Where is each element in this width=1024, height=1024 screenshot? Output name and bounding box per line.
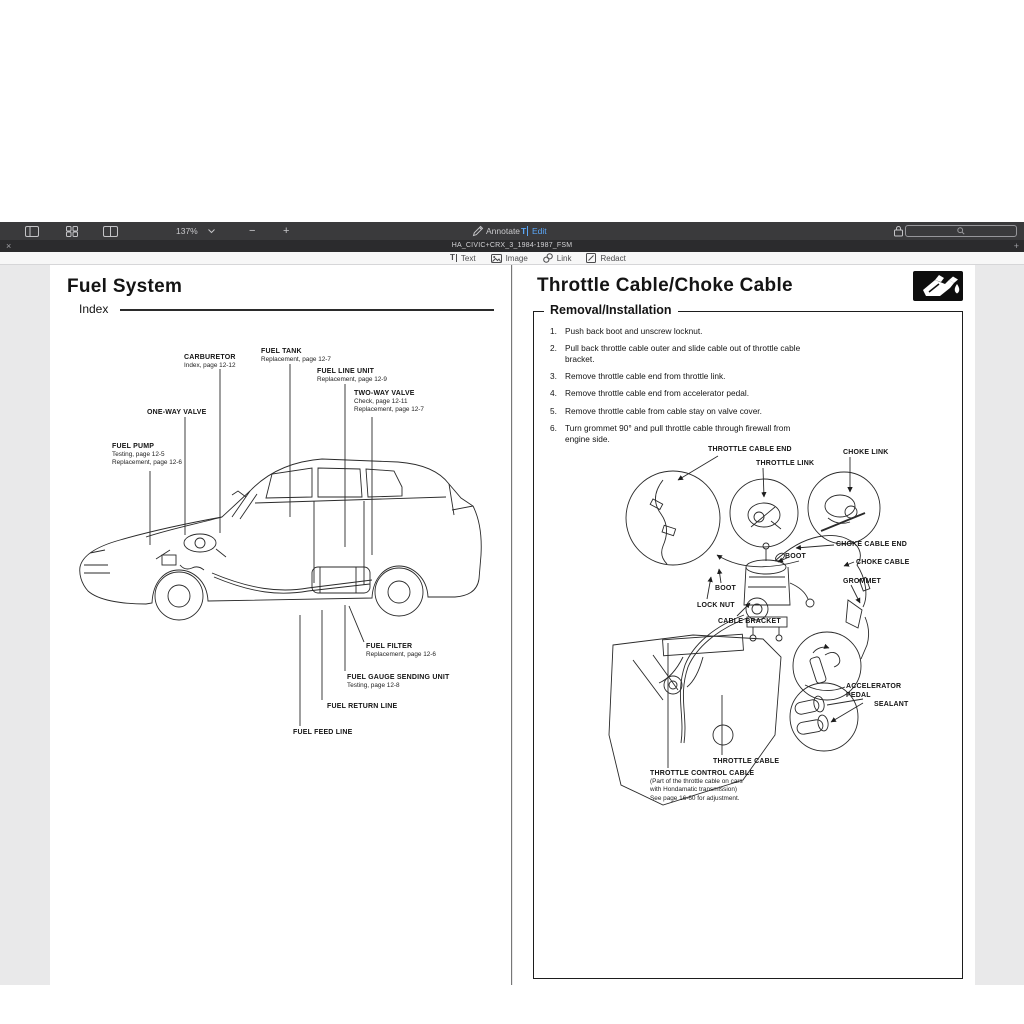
close-tab-icon[interactable]: × — [6, 241, 12, 251]
part-label-boot-upper: BOOT — [785, 553, 807, 560]
link-icon — [543, 253, 553, 263]
part-label-grommet: GROMMET — [843, 578, 881, 585]
page-throttle-choke-cable[interactable] — [513, 265, 975, 985]
part-label-throttle-link: THROTTLE LINK — [756, 460, 815, 467]
part-label-lock-nut: LOCK NUT — [697, 602, 735, 609]
step-3: 3. Remove throttle cable end from throttle link. — [550, 371, 726, 382]
document-tab[interactable]: HA_CIVIC+CRX_3_1984-1987_FSM — [451, 242, 573, 249]
part-label-fuel-tank: FUEL TANK Replacement, page 12-7 — [261, 348, 331, 364]
fuel-pump-icon — [913, 271, 963, 301]
removal-installation-section — [533, 303, 963, 979]
tool-redact-label: Redact — [600, 253, 626, 263]
part-label-one-way-valve: ONE-WAY VALVE — [147, 409, 207, 416]
part-label-choke-cable-end: CHOKE CABLE END — [836, 541, 908, 548]
instruction-steps — [550, 326, 830, 451]
new-tab-icon[interactable]: + — [1013, 241, 1019, 251]
car-illustration — [50, 265, 512, 985]
part-label-fuel-filter: FUEL FILTER Replacement, page 12-6 — [366, 643, 436, 659]
tool-link[interactable] — [543, 253, 572, 263]
lock-icon[interactable] — [890, 225, 906, 237]
part-label-two-way-valve: TWO-WAY VALVE Check, page 12-11 Replacement, page 12-7 — [354, 390, 424, 414]
part-label-carburetor: CARBURETOR Index, page 12-12 — [184, 354, 236, 370]
edit-text-glyph: T — [521, 226, 527, 236]
step-6: 6. Turn grommet 90° and pull throttle cable through firewall from engine side. — [550, 423, 791, 444]
part-label-sealant: SEALANT — [874, 701, 909, 708]
part-label-choke-cable: CHOKE CABLE — [856, 559, 910, 566]
zoom-level[interactable]: 137% — [176, 226, 198, 236]
pdf-canvas — [0, 265, 1024, 985]
step-5: 5. Remove throttle cable from cable stay on valve cover. — [550, 405, 762, 416]
annotate-tab[interactable]: Annotate — [486, 226, 521, 236]
sidebar-toggle-icon[interactable] — [24, 225, 40, 237]
step-2: 2. Pull back throttle cable outer and slide cable out of throttle cable bracket. — [550, 343, 801, 364]
part-label-fuel-feed-line: FUEL FEED LINE — [293, 729, 353, 736]
page-fuel-system[interactable] — [50, 265, 512, 985]
step-1: 1. Push back boot and unscrew locknut. — [550, 326, 703, 336]
part-label-fuel-line-unit: FUEL LINE UNIT Replacement, page 12-9 — [317, 368, 387, 384]
part-label-throttle-cable: THROTTLE CABLE — [713, 758, 780, 765]
text-tool-icon: T — [450, 253, 455, 262]
zoom-out-button[interactable]: − — [249, 225, 256, 237]
tool-image-label: Image — [505, 253, 528, 263]
thumbnail-grid-icon[interactable] — [64, 225, 80, 237]
search-input[interactable] — [905, 225, 1017, 237]
tool-link-label: Link — [556, 253, 572, 263]
tool-text-label: Text — [460, 253, 476, 263]
part-label-fuel-pump: FUEL PUMP Testing, page 12-5 Replacement, page 12-6 — [112, 443, 182, 467]
part-label-fuel-return-line: FUEL RETURN LINE — [327, 703, 398, 710]
part-label-cable-bracket: CABLE BRACKET — [718, 618, 781, 625]
edit-tab[interactable]: Edit — [532, 226, 547, 236]
image-icon — [491, 254, 502, 263]
section-title: Removal/Installation — [544, 303, 678, 317]
redact-icon — [586, 253, 596, 263]
part-label-choke-link: CHOKE LINK — [843, 449, 889, 456]
index-rule — [120, 309, 494, 311]
chevron-down-icon[interactable] — [203, 225, 219, 237]
step-4: 4. Remove throttle cable end from accelerator pedal. — [550, 388, 750, 399]
part-label-boot-lower: BOOT — [715, 585, 737, 592]
page-subtitle: Index — [79, 302, 109, 316]
two-page-view-icon[interactable] — [102, 225, 118, 237]
page-title: Throttle Cable/Choke Cable — [537, 275, 793, 296]
annotate-pencil-icon[interactable] — [470, 225, 486, 237]
part-label-fuel-gauge-sending-unit: FUEL GAUGE SENDING UNIT Testing, page 12-8 — [347, 674, 450, 690]
document-tab-bar — [0, 240, 1024, 252]
part-label-throttle-cable-end: THROTTLE CABLE END — [708, 446, 792, 453]
search-icon — [957, 227, 965, 235]
page-title: Fuel System — [67, 276, 183, 297]
tool-image[interactable] — [491, 254, 528, 263]
part-label-accelerator-pedal: ACCELERATOR PEDAL — [846, 683, 902, 700]
tool-text[interactable] — [450, 254, 476, 263]
zoom-in-button[interactable]: + — [283, 225, 290, 237]
tool-redact[interactable] — [586, 253, 625, 263]
edit-tools-toolbar — [0, 252, 1024, 265]
main-toolbar — [0, 222, 1024, 240]
part-label-throttle-control-cable: THROTTLE CONTROL CABLE (Part of the throttle cable on cars with Hondamatic transmission) See page 16-60 for adjustment. — [650, 770, 755, 802]
